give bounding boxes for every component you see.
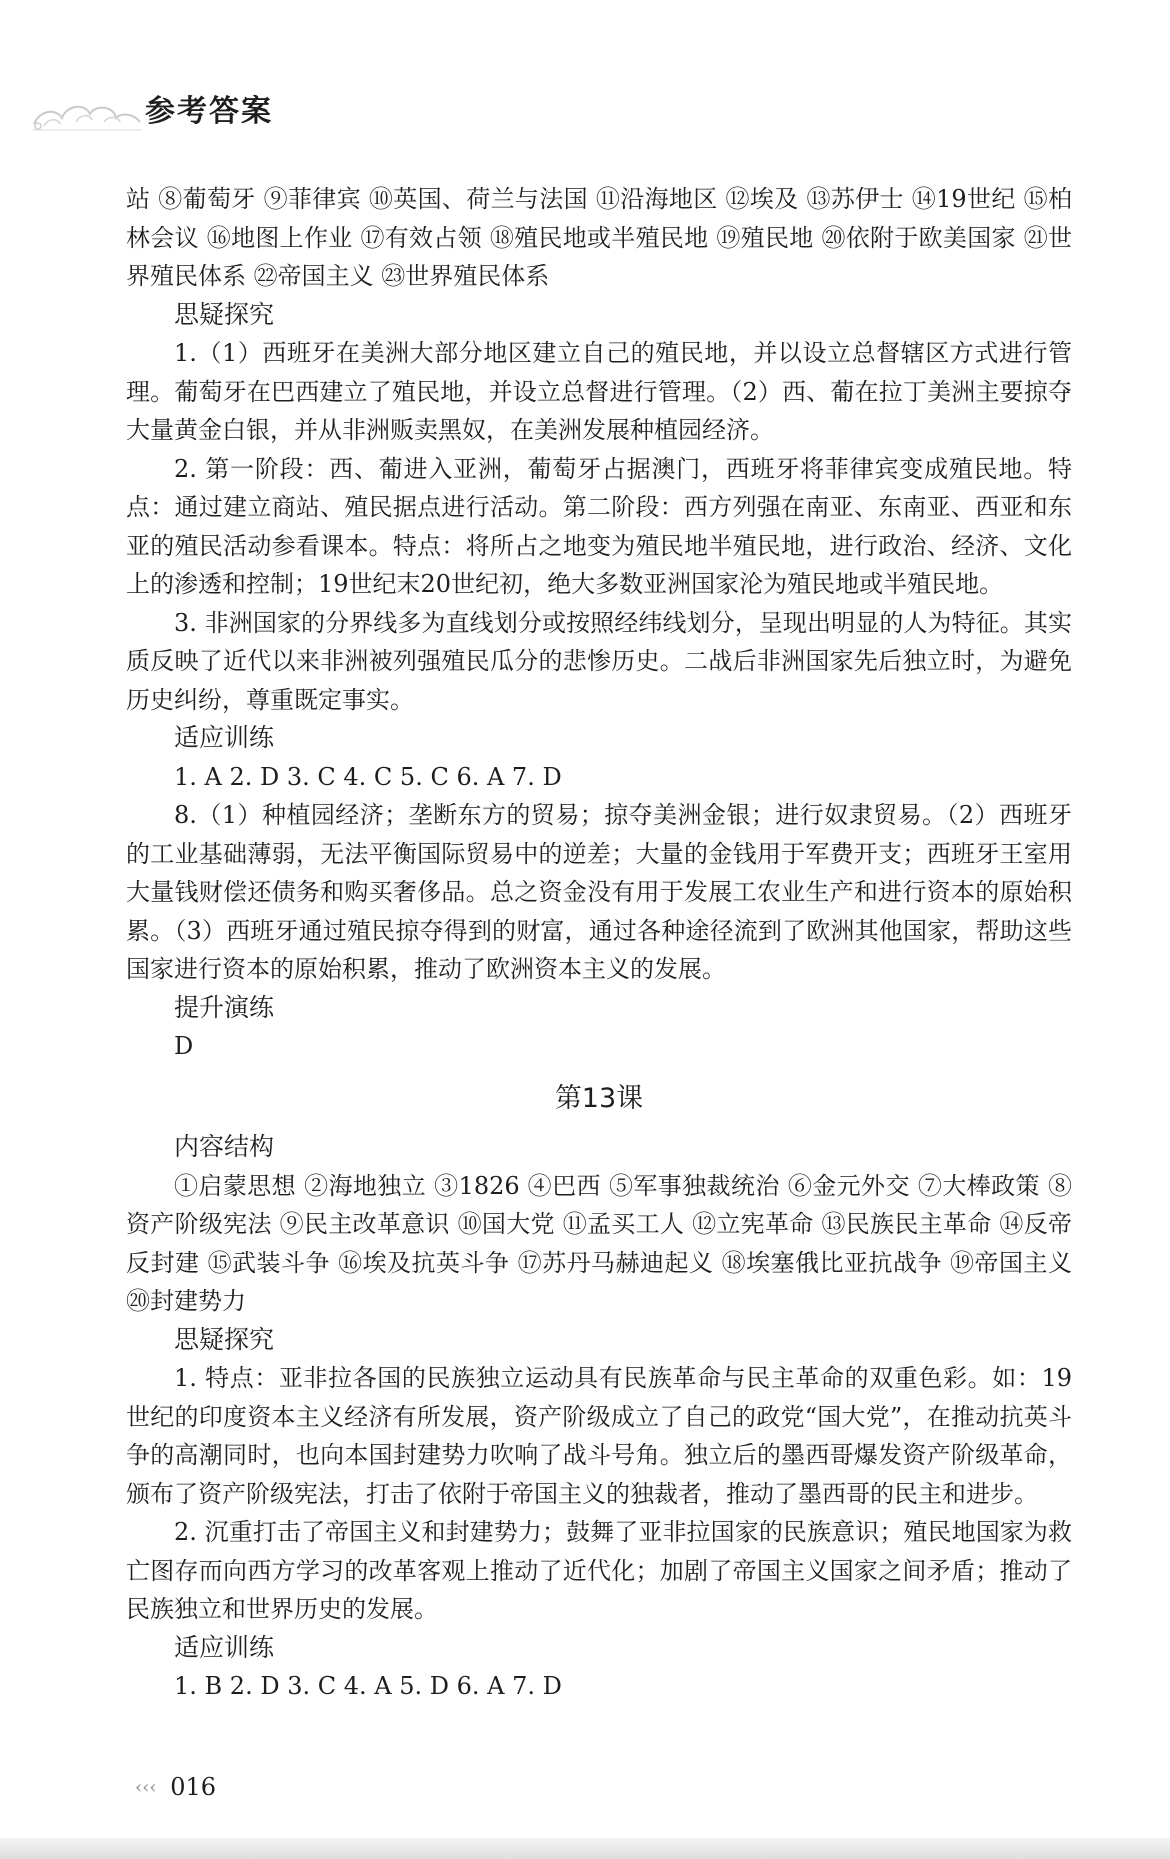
answer-paragraph: 2. 沉重打击了帝国主义和封建势力；鼓舞了亚非拉国家的民族意识；殖民地国家为救亡图存而向西方学习的改革客观上推动了近代化；加剧了帝国主义国家之间矛盾；推动了民族独立和世界历史的发展。 [126, 1518, 1072, 1623]
page-number: 016 [170, 1773, 217, 1801]
chevron-left-icon: ‹‹‹ [135, 1777, 157, 1798]
answer-line: 1. A 2. D 3. C 4. C 5. C 6. A 7. D [174, 762, 562, 791]
answer-paragraph: 站 ⑧葡萄牙 ⑨菲律宾 ⑩英国、荷兰与法国 ⑪沿海地区 ⑫埃及 ⑬苏伊士 ⑭19世纪 ⑮柏林会议 ⑯地图上作业 ⑰有效占领 ⑱殖民地或半殖民地 ⑲殖民地 ⑳依附于欧美国家 ㉑世界殖民体系 ㉒帝国主义 ㉓世界殖民体系 [126, 185, 1072, 290]
page-bottom-edge [0, 1838, 1170, 1859]
section-heading: 适应训练 [174, 723, 275, 752]
section-heading: 思疑探究 [174, 299, 275, 329]
answer-content [126, 180, 1072, 1706]
answer-paragraph: 3. 非洲国家的分界线多为直线划分或按照经纬线划分，呈现出明显的人为特征。其实质反映了近代以来非洲被列强殖民瓜分的悲惨历史。二战后非洲国家先后独立时，为避免历史纠纷，尊重既定事实。 [126, 608, 1072, 714]
section-heading: 思疑探究 [174, 1324, 275, 1354]
answer-paragraph: ①启蒙思想 ②海地独立 ③1826 ④巴西 ⑤军事独裁统治 ⑥金元外交 ⑦大棒政策 ⑧资产阶级宪法 ⑨民主改革意识 ⑩国大党 ⑪孟买工人 ⑫立宪革命 ⑬民族民主革命 ⑭反帝反封建 ⑮武装斗争 ⑯埃及抗英斗争 ⑰苏丹马赫迪起义 ⑱埃塞俄比亚抗战争 ⑲帝国主义 ⑳封建势力 [126, 1171, 1072, 1315]
cloud-ornament-icon [30, 86, 145, 136]
section-heading: 适应训练 [174, 1632, 275, 1662]
lesson-title: 第13课 [554, 1082, 644, 1114]
section-heading: 提升演练 [174, 992, 275, 1022]
section-heading: 内容结构 [174, 1132, 275, 1161]
answer-paragraph: 2. 第一阶段：西、葡进入亚洲，葡萄牙占据澳门，西班牙将菲律宾变成殖民地。特点：通过建立商站、殖民据点进行活动。第二阶段：西方列强在南亚、东南亚、西亚和东亚的殖民活动参看课本。特点：将所占之地变为殖民地半殖民地，进行政治、经济、文化上的渗透和控制；19世纪末20世纪初，绝大多数亚洲国家沦为殖民地或半殖民地。 [126, 454, 1072, 598]
answer-line: D [174, 1032, 194, 1060]
answer-paragraph: 1.（1）西班牙在美洲大部分地区建立自己的殖民地，并以设立总督辖区方式进行管理。葡萄牙在巴西建立了殖民地，并设立总督进行管理。（2）西、葡在拉丁美洲主要掠夺大量黄金白银，并从非洲贩卖黑奴，在美洲发展种植园经济。 [126, 339, 1072, 444]
answer-paragraph: 1. 特点：亚非拉各国的民族独立运动具有民族革命与民主革命的双重色彩。如：19世纪的印度资本主义经济有所发展，资产阶级成立了自己的政党“国大党”，在推动抗英斗争的高潮同时，也向本国封建势力吹响了战斗号角。独立后的墨西哥爆发资产阶级革命，颁布了资产阶级宪法，打击了依附于帝国主义的独裁者，推动了墨西哥的民主和进步。 [126, 1364, 1072, 1508]
page-header [30, 86, 330, 142]
answer-paragraph: 8.（1）种植园经济；垄断东方的贸易；掠夺美洲金银；进行奴隶贸易。（2）西班牙的工业基础薄弱，无法平衡国际贸易中的逆差；大量的金钱用于军费开支；西班牙王室用大量钱财偿还债务和购买奢侈品。总之资金没有用于发展工农业生产和进行资本的原始积累。（3）西班牙通过殖民掠夺得到的财富，通过各种途径流到了欧洲其他国家，帮助这些国家进行资本的原始积累，推动了欧洲资本主义的发展。 [126, 801, 1072, 983]
answer-line: 1. B 2. D 3. C 4. A 5. D 6. A 7. D [174, 1672, 562, 1700]
page-title: 参考答案 [145, 94, 273, 129]
page-footer [135, 1773, 216, 1801]
